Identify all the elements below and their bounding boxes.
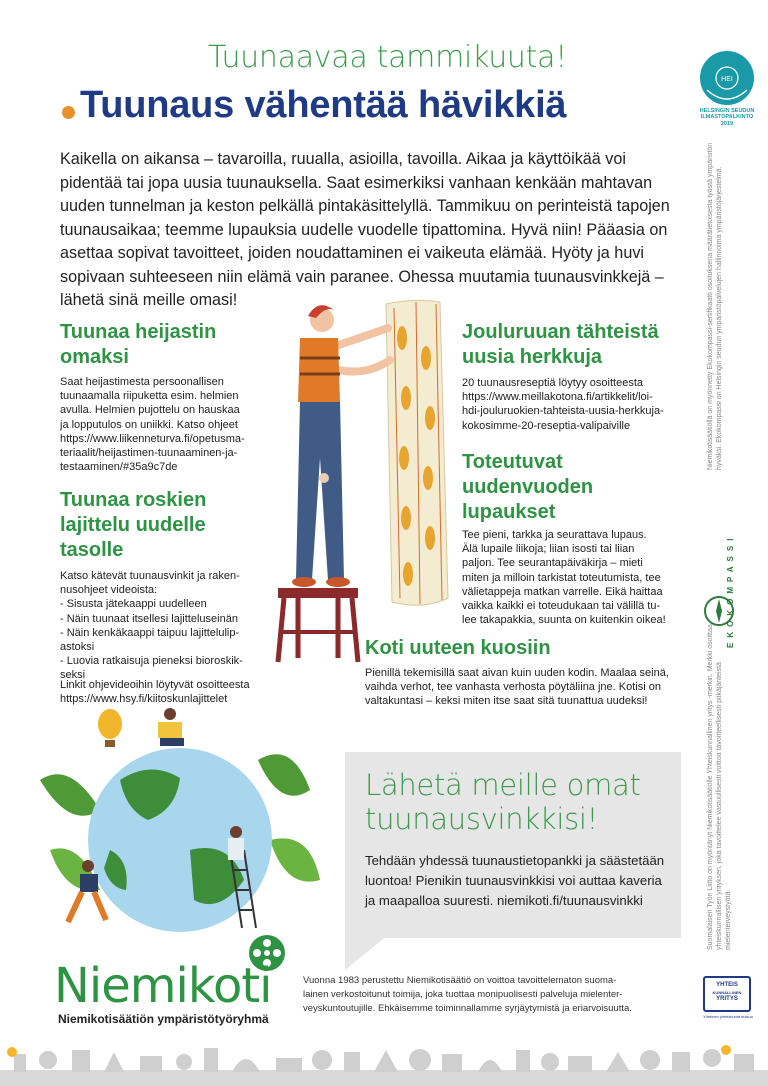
brand-logo-text: Niemikoti: [54, 958, 272, 1014]
side-note-ekokompassi: Niemikotisäätiöllä on myönnetty Ekokompassi-sertifikaatti osoituksena määrätietoisesta työstä ympäristön hyväksi. Ekokompassi on Helsingin seudun ympäristöpalvelujen hallinnoima ympäristöjärjestelmä.: [707, 142, 723, 470]
roskien-links: Linkit ohjevideoihin löytyvät osoitteesta https://www.hsy.fi/kiitoskunlajittelet: [60, 679, 250, 706]
callout-tail: [345, 936, 387, 970]
jouluruuan-heading: Jouluruuan tähteistä uusia herkkuja: [462, 321, 659, 368]
ekokompassi-icon: [702, 594, 736, 628]
climate-award-badge-icon: [693, 50, 761, 110]
page-title: Tuunaus vähentää hävikkiä: [80, 84, 567, 126]
climate-award-year: 2019: [720, 121, 734, 127]
yv-subtitle: Yhteinen yhteiskunta kutsuu: [702, 1014, 754, 1019]
badge-hei-text: HEI: [721, 76, 733, 83]
yhteiskunnallinen-yritys-badge: [703, 976, 751, 1012]
kicker-heading: Tuunaavaa tammikuuta!: [208, 40, 567, 75]
intro-paragraph: Kaikella on aikansa – tavaroilla, ruualla, asioilla, tavoilla. Aikaa ja käyttöikää voi pidentää tai jopa uusia tuunauksella. Saat esimerkiksi vanhaan kenkään mahtavan uuden tunnelman ja keston pelkällä pintakäsittelyllä. Tammikuu on perinteistä tapojen tuunausaikaa; teemme lupauksia uudelle vuodelle tipattomina. Hyvä niin! Pääasia on asettaa sopivat tavoitteet, joiden noudattaminen ei vaikeuta elämää. Hyöty ja huvi sopivaan suhteeseen niin elämä vain paranee. Ohessa muutamia tuunausvinkkejä – lähetä sinä meille omasi!: [60, 150, 670, 309]
roskien-heading: Tuunaa roskien lajittelu uudelle tasolle: [60, 489, 207, 561]
callout-text: Tehdään yhdessä tuunaustietopankki ja säästetään luontoa! Pienikin tuunausvinkkisi voi auttaa kaveria ja maapalloa suuresti. niemikoti.fi/tuunausvinkki: [365, 853, 665, 908]
roskien-text: Katso kätevät tuunausvinkit ja raken- nusohjeet videoista: - Sisusta jätekaappi uudelleen - Näin tuunaat itsellesi lajitteluseinän - Näin kenkäkaappi taipuu lajittelulip- astoksi - Luovia ratkaisuja pieneksi bioroskik- seksi: [60, 570, 243, 682]
ekokompassi-label: EKOKOMPASSI: [726, 533, 735, 648]
heijastin-text: Saat heijastimesta persoonallisen tuunaamalla riipuketta esim. helmien avulla. Helmien pujottelu on hauskaa ja lopputulos on uniikki. Katso ohjeet https://www.liikenneturva.fi/opetusma- teriaalit/heijastimen-tuunaaminen-ja- testaaminen/#35a9c7de: [60, 376, 245, 474]
lupaukset-heading: Toteutuvat uudenvuoden lupaukset: [462, 451, 594, 523]
koti-text: Pienillä tekemisillä saat aivan kuin uuden kodin. Maalaa seinä, vaihda verhot, tee vanhasta verhosta pöytäliina jne. Kotisi on valtakuntasi – keksi miten itse saat sitä tuunattua uudeksi!: [365, 667, 669, 708]
heijastin-heading: Tuunaa heijastin omaksi: [60, 321, 217, 368]
footer-description: Vuonna 1983 perustettu Niemikotisäätiö on voittoa tavoittelematon suoma- lainen verkostoitunut toimija, joka tuottaa monipuolisesti palveluja mielenter- veyskuntoutujille. Ehkäisemme toiminnallamme syrjäytymistä ja eriarvoisuutta.: [303, 975, 632, 1014]
lupaukset-text: Tee pieni, tarkka ja seurattava lupaus. Älä lupaile liikoja; liian isosti tai liian paljon. Tee seurantapäiväkirja – mieti miten ja milloin tarkistat toteutumista, tee välietappeja matkan varrelle. Eikä haittaa vaikka kaikki ei toteudukaan tai välillä tu- lee takapakkia, suunta on kuitenkin oikea!: [462, 529, 666, 627]
side-note-yhteiskunnallinen: Suomalaisen Työn Liitto on myöntänyt Niemikotisäätiölle Yhteiskunnallinen yritys -merkin. Merkki osoittaa yhteiskunnallisen yrityksen, joka tavoittelee vastuullisesti voittoa tavoitteellisesti pitkäjänteistä mielenterveystyötä.: [707, 624, 732, 950]
yv-line-2: KUNNALLINEN: [712, 990, 742, 995]
yv-line-1: YHTEIS: [716, 982, 738, 988]
climate-award-label: HELSINGIN SEUDUN ILMASTOPALKINTO: [699, 108, 755, 120]
yv-line-3: YRITYS: [716, 996, 738, 1002]
brand-subtitle: Niemikotisäätiön ympäristötyöryhmä: [58, 1012, 269, 1026]
woman-wallpaper-illustration: [264, 298, 464, 664]
jouluruuan-text: 20 tuunausreseptiä löytyy osoitteesta https://www.meillakotona.fi/artikkelit/loi- hdi-jouluruokien-tahteista-uusia-herkkuja- kokosimme-20-reseptia-valipaiville: [462, 377, 664, 432]
callout-title: Lähetä meille omat tuunausvinkkisi!: [365, 768, 641, 836]
globe-illustration: [30, 700, 330, 950]
bottom-decor-strip: [0, 1040, 768, 1086]
orange-bullet-icon: [62, 106, 75, 119]
koti-heading: Koti uuteen kuosiin: [365, 637, 551, 659]
